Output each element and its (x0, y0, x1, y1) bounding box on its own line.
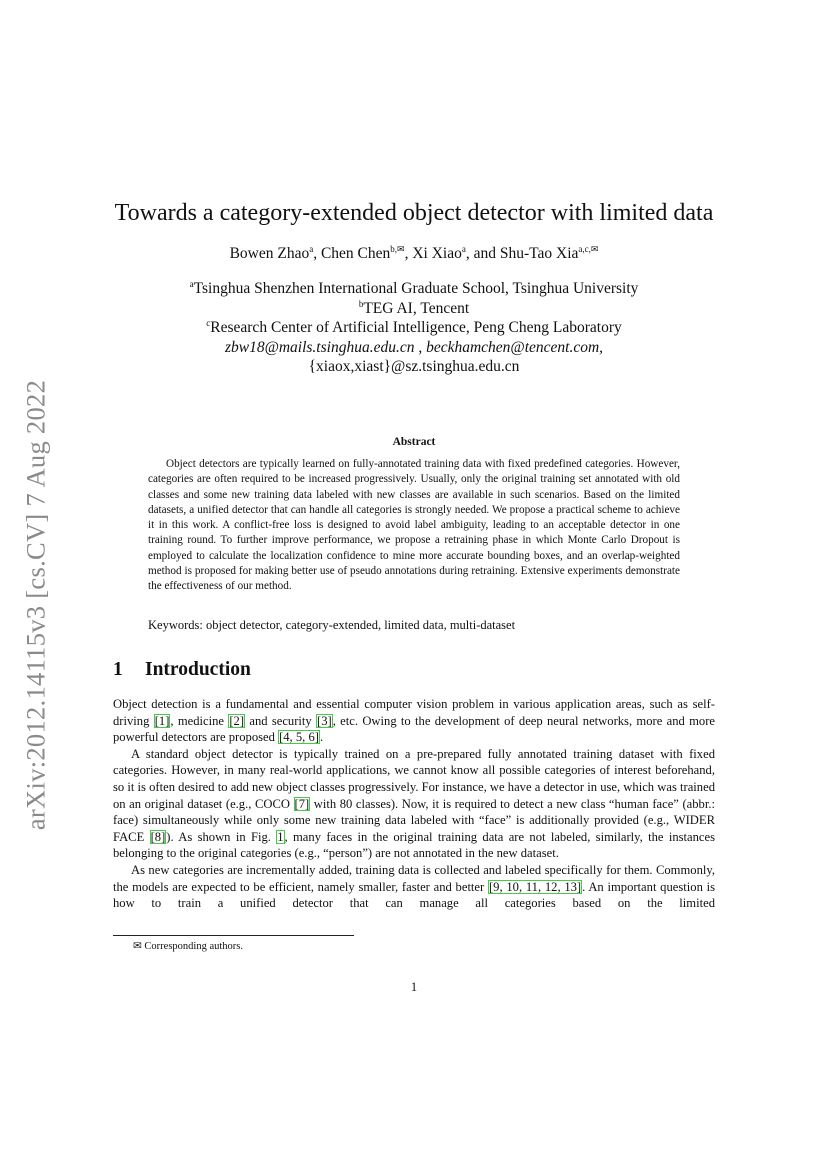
author-name: Bowen Zhao (229, 245, 310, 262)
citation-link[interactable]: [9, 10, 11, 12, 13] (488, 879, 582, 894)
body-text (113, 696, 715, 912)
citation-link[interactable]: [7] (294, 796, 310, 811)
section-heading (113, 659, 251, 681)
text-run: , etc. Owing to the development of deep neural networks, more and more powerful detectors are proposed (113, 713, 715, 745)
author-separator: , (404, 245, 413, 262)
footnote: ✉ Corresponding authors. (133, 941, 243, 952)
affiliation-b (0, 299, 828, 319)
paper-title: Towards a category-extended object detector with limited data (114, 200, 714, 226)
citation-link[interactable]: [1] (154, 713, 170, 728)
paragraph (113, 696, 715, 746)
affiliation-mark: a (189, 278, 194, 289)
author-name: Xi Xiao (412, 245, 462, 262)
citation-link[interactable]: [4, 5, 6] (279, 730, 319, 745)
arxiv-id: arXiv:2012.14115v3 [cs.CV] 7 Aug 2022 (20, 379, 51, 831)
affiliation-mark: b (358, 298, 364, 309)
page-number: 1 (410, 980, 418, 994)
paragraph (113, 862, 715, 912)
text-run: , medicine (170, 713, 229, 728)
author-separator: , and (465, 245, 500, 262)
text-run: A standard object detector is typically trained on a pre-prepared fully annotated training dataset with fixed categories. However, in many real-world applications, we cannot know all possible categories of interest beforehand, so it is often desired to add new object classes progressively. For instance, we have a detector in use, which was trained on an original dataset (e.g., COCO (113, 746, 715, 811)
text-run: As new categories are incrementally added, training data is collected and labeled specifically for them. Commonly, the models are expected to be efficient, namely smaller, faster and better (113, 862, 715, 894)
affiliation-text: TEG AI, Tencent (363, 300, 470, 317)
citation-link[interactable]: [2] (229, 713, 245, 728)
footnote-divider (113, 935, 354, 936)
affiliation-mark: c (206, 317, 211, 328)
author-affiliation-mark: b,✉ (390, 243, 405, 254)
author-name: Chen Chen (320, 245, 391, 262)
abstract (148, 457, 680, 595)
section-title: Introduction (145, 659, 251, 680)
author-affiliation-mark: a (461, 243, 466, 254)
section-number: 1 (113, 659, 123, 680)
affiliation-a (0, 279, 828, 299)
text-run: . An important question is how to train a unified detector that can manage all categories based on the limited (113, 879, 716, 911)
affiliation-text: Tsinghua Shenzhen International Graduate School, Tsinghua University (193, 280, 639, 297)
text-run: Object detection is a fundamental and essential computer vision problem in various application areas, such as self-driving (113, 697, 715, 728)
abstract-heading: Abstract (392, 436, 436, 448)
author-emails-group: {xiaox,xiast}@sz.tsinghua.edu.cn (308, 358, 520, 375)
citation-link[interactable]: [8] (150, 829, 166, 844)
affiliation-text: Research Center of Artificial Intelligence, Peng Cheng Laboratory (210, 319, 622, 336)
author-affiliation-mark: a,c,✉ (578, 243, 599, 254)
abstract-text: Object detectors are typically learned on fully-annotated training data with fixed predefined categories. However, categories are often required to be increased progressively. Usually, only the original training set annotated with old classes and some new training data labeled with new classes are available in such scenarios. Based on the limited datasets, a unified detector that can handle all categories is strongly needed. We propose a practical scheme to achieve it in this work. A conflict-free loss is designed to avoid label ambiguity, leading to an acceptable detector in one training round. To further improve performance, we propose a retraining phase in which Monte Carlo Dropout is employed to calculate the localization confidence to mine more accurate bounding boxes, and an overlap-weighted method is proposed for making better use of pseudo annotations during retraining. Extensive experiments demonstrate the effectiveness of our method. (148, 458, 680, 593)
author-name: Shu-Tao Xia (499, 245, 579, 262)
author-list (0, 245, 828, 263)
text-run: and security (245, 713, 317, 728)
paragraph (113, 746, 715, 862)
author-emails: zbw18@mails.tsinghua.edu.cn , beckhamchen@tencent.com, (224, 339, 604, 356)
text-run: , many faces in the original training data are not labeled, similarly, the instances belonging to the original categories (e.g., “person”) are not annotated in the new dataset. (113, 829, 716, 861)
citation-link[interactable]: [3] (317, 713, 332, 728)
affiliation-c (0, 318, 828, 338)
author-affiliation-mark: a (309, 243, 314, 254)
author-separator: , (313, 245, 321, 262)
text-run: with 80 classes). Now, it is required to detect a new class “human face” (abbr.: face) simultaneously while only some new training data labeled with “face” is additionally provided (e.g., WIDER FACE (113, 796, 715, 844)
text-run: . (319, 730, 324, 745)
text-run: ). As shown in Fig. (166, 829, 277, 844)
keywords: Keywords: object detector, category-extended, limited data, multi-dataset (148, 618, 516, 632)
figure-link[interactable]: 1 (277, 829, 284, 844)
